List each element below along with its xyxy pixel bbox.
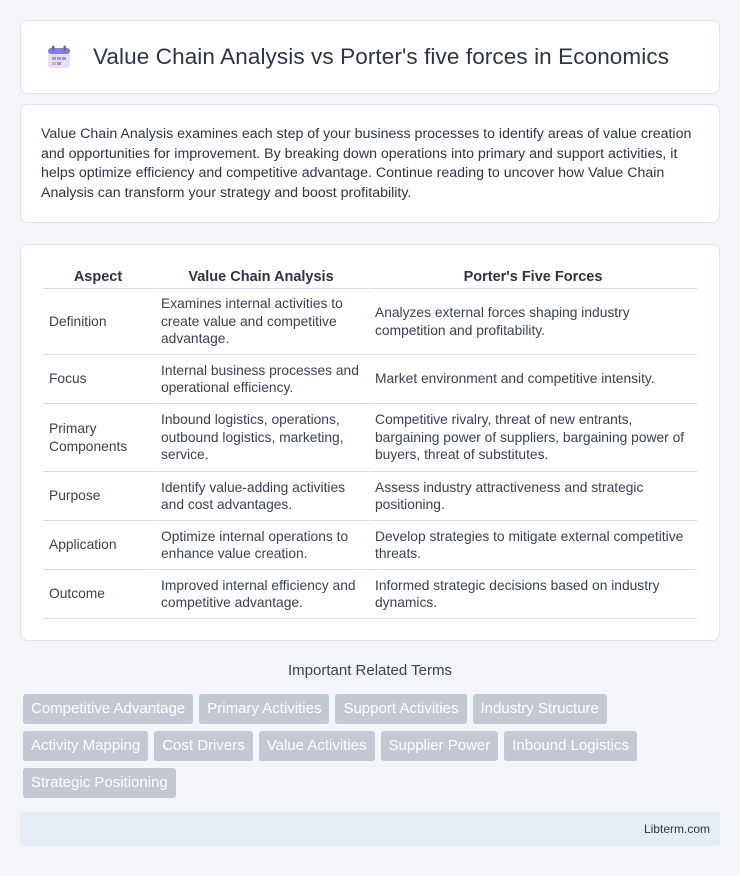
- value-chain-cell: Examines internal activities to create value and competitive advantage.: [155, 289, 369, 355]
- porters-cell: Informed strategic decisions based on industry dynamics.: [369, 570, 697, 619]
- value-chain-cell: Optimize internal operations to enhance value creation.: [155, 521, 369, 570]
- table-row: [43, 289, 697, 355]
- term-tag-industry-structure[interactable]: Industry Structure: [473, 694, 607, 724]
- footer: [20, 812, 720, 846]
- value-chain-cell: Identify value-adding activities and cost advantages.: [155, 472, 369, 521]
- porters-cell: Market environment and competitive intensity.: [369, 355, 697, 404]
- related-terms-title: Important Related Terms: [288, 662, 452, 679]
- column-header-porters-five-forces: Porter's Five Forces: [369, 265, 697, 289]
- term-tag-primary-activities[interactable]: Primary Activities: [199, 694, 329, 724]
- table-header-row: [43, 265, 697, 289]
- value-chain-cell: Inbound logistics, operations, outbound logistics, marketing, service.: [155, 404, 369, 472]
- porters-cell: Competitive rivalry, threat of new entrants, bargaining power of suppliers, bargaining power of buyers, threat of substitutes.: [369, 404, 697, 472]
- term-tag-supplier-power[interactable]: Supplier Power: [381, 731, 499, 761]
- column-header-aspect: Aspect: [43, 265, 155, 289]
- table-row: [43, 404, 697, 472]
- column-header-value-chain: Value Chain Analysis: [155, 265, 369, 289]
- term-tag-value-activities[interactable]: Value Activities: [259, 731, 375, 761]
- intro-card: [20, 104, 720, 223]
- calendar-icon: [45, 43, 73, 71]
- table-row: [43, 521, 697, 570]
- aspect-cell: Primary Components: [43, 404, 155, 472]
- intro-paragraph: Value Chain Analysis examines each step of your business processes to identify areas of value creation and opportunities for improvement. By breaking down operations into primary and support activities, it helps optimize efficiency and competitive advantage. Continue reading to uncover how Value Chain Analysis can transform your strategy and boost profitability.: [41, 126, 692, 201]
- aspect-cell: Definition: [43, 289, 155, 355]
- term-tag-inbound-logistics[interactable]: Inbound Logistics: [504, 731, 637, 761]
- value-chain-cell: Improved internal efficiency and competitive advantage.: [155, 570, 369, 619]
- comparison-table-card: [20, 244, 720, 641]
- table-row: [43, 472, 697, 521]
- aspect-cell: Outcome: [43, 570, 155, 619]
- table-row: [43, 355, 697, 404]
- table-row: [43, 570, 697, 619]
- related-terms-list: [23, 694, 723, 798]
- footer-site-link[interactable]: Libterm.com: [643, 822, 710, 836]
- page-title: Value Chain Analysis vs Porter's five forces in Economics: [93, 44, 670, 69]
- porters-cell: Analyzes external forces shaping industry competition and profitability.: [369, 289, 697, 355]
- aspect-cell: Application: [43, 521, 155, 570]
- aspect-cell: Purpose: [43, 472, 155, 521]
- term-tag-activity-mapping[interactable]: Activity Mapping: [23, 731, 148, 761]
- header-card: [20, 20, 720, 94]
- term-tag-cost-drivers[interactable]: Cost Drivers: [154, 731, 253, 761]
- comparison-table: [43, 265, 697, 619]
- term-tag-strategic-positioning[interactable]: Strategic Positioning: [23, 768, 176, 798]
- porters-cell: Assess industry attractiveness and strategic positioning.: [369, 472, 697, 521]
- term-tag-competitive-advantage[interactable]: Competitive Advantage: [23, 694, 193, 724]
- term-tag-support-activities[interactable]: Support Activities: [335, 694, 466, 724]
- porters-cell: Develop strategies to mitigate external competitive threats.: [369, 521, 697, 570]
- aspect-cell: Focus: [43, 355, 155, 404]
- value-chain-cell: Internal business processes and operational efficiency.: [155, 355, 369, 404]
